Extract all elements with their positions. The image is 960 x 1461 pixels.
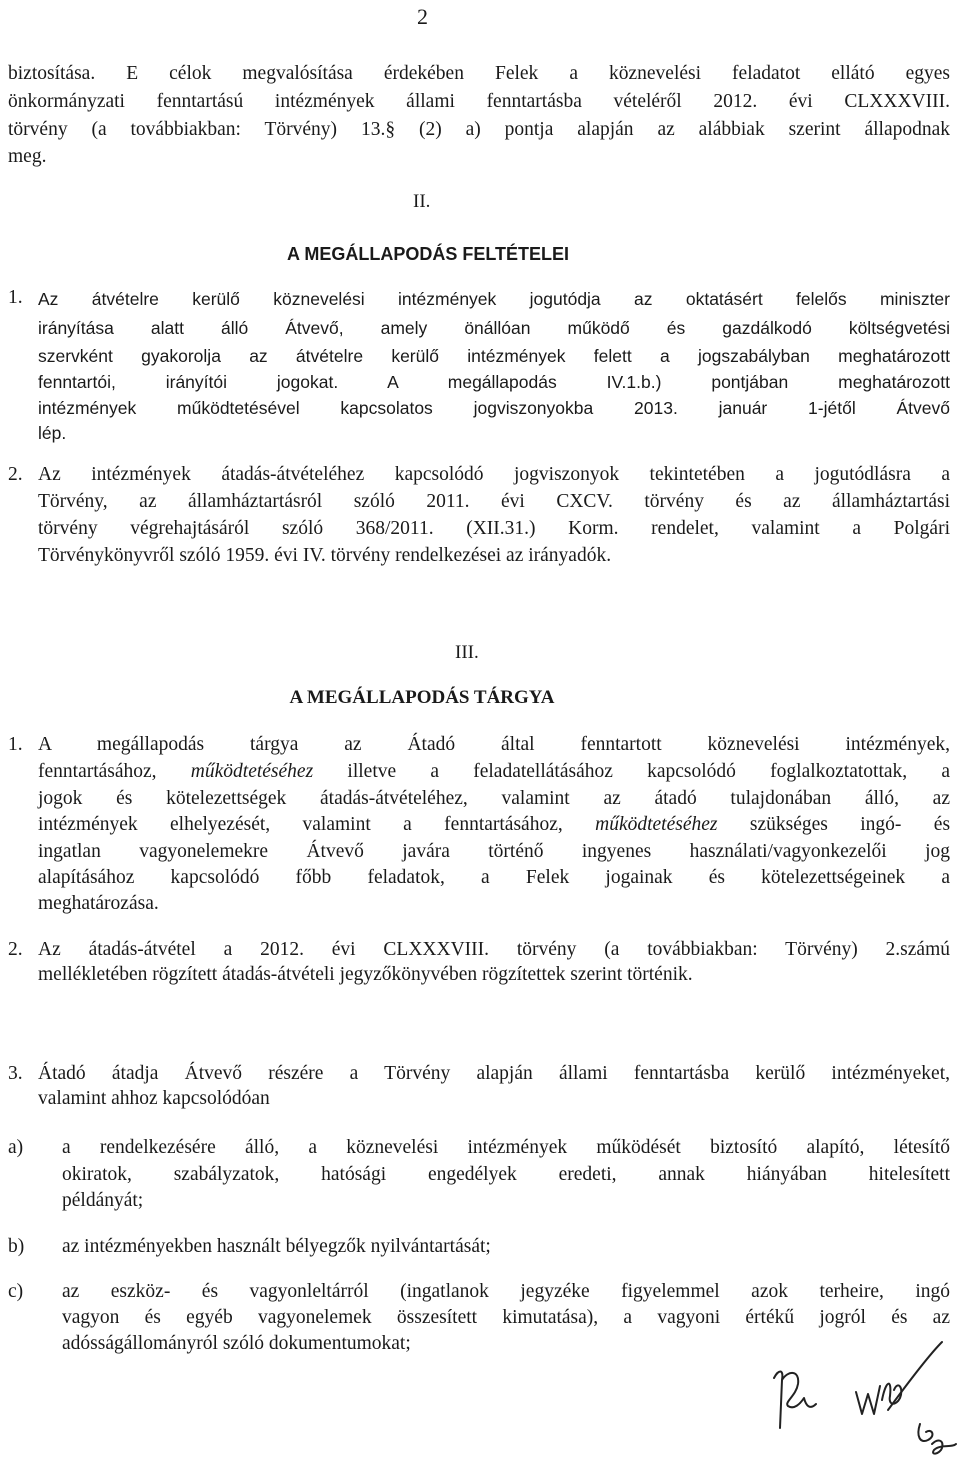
intro-line: biztosítása. E célok megvalósítása érdekében Felek a köznevelési feladatot ellátó egyes (8, 63, 950, 84)
item-line: fenntartói, irányítói jogokat. A megállapodás IV.1.b.) pontjában meghatározott (38, 372, 950, 392)
item-line (38, 760, 950, 784)
subitem-line: példányát; (62, 1190, 144, 1211)
item-number: 3. (8, 1063, 23, 1084)
item-line: lép. (38, 423, 67, 443)
item-line: irányítása alatt álló Átvevő, amely önállóan működő és gazdálkodó költségvetési (38, 318, 950, 338)
section-number: III. (455, 642, 479, 663)
item-line: intézmények működtetésével kapcsolatos jogviszonyokba 2013. január 1-jétől Átvevő (38, 398, 950, 418)
italic-term: működtetéséhez (595, 814, 718, 835)
item-number: 2. (8, 939, 23, 960)
item-line: ingatlan vagyonelemekre Átvevő javára történő ingyenes használati/vagyonkezelői jog (38, 841, 950, 862)
item-line: jogok és kötelezettségek átadás-átvételéhez, valamint az átadó tulajdonában álló, az (38, 788, 950, 809)
item-line: Törvénykönyvről szóló 1959. évi IV. törvény rendelkezései az irányadók. (38, 545, 612, 566)
item-number: 1. (8, 287, 23, 308)
item-line: alapításához kapcsolódó főbb feladatok, a Felek jogainak és kötelezettségeinek a (38, 867, 950, 888)
item-number: 1. (8, 734, 23, 755)
text-segment: fenntartásához, (38, 761, 157, 782)
subitem-line: adósságállományról szóló dokumentumokat; (62, 1333, 411, 1354)
initials-stroke (918, 1424, 956, 1454)
handwritten-initials (770, 1340, 960, 1461)
text-segment: illetve a feladatellátásához kapcsolódó foglalkoztatottak, a (347, 761, 951, 782)
italic-term: működtetéséhez (190, 761, 314, 782)
item-line: Az átadás-átvétel a 2012. évi CLXXXVIII. törvény (a továbbiakban: Törvény) 2.számú (38, 939, 950, 960)
section-title: A MEGÁLLAPODÁS FELTÉTELEI (287, 244, 569, 264)
section-number: II. (413, 191, 431, 212)
initials-stroke (856, 1384, 901, 1414)
subitem-line: okiratok, szabályzatok, hatósági engedélyek eredeti, annak hiányában hitelesített (62, 1164, 950, 1185)
text-segment: szükséges ingó- és (749, 814, 951, 835)
item-line: Törvény, az államháztartásról szóló 2011. évi CXCV. törvény és az államháztartási (38, 491, 950, 512)
subitem-label: b) (8, 1236, 25, 1257)
item-line: Átadó átadja Átvevő részére a Törvény alapján állami fenntartásba kerülő intézményeket, (38, 1063, 950, 1084)
subitem-line: az intézményekben használt bélyegzők nyilvántartását; (62, 1236, 491, 1257)
initials-stroke (888, 1342, 942, 1410)
subitem-label: c) (8, 1281, 24, 1302)
intro-line: törvény (a továbbiakban: Törvény) 13.§ (2) a) pontja alapján az alábbiak szerint állapodnak (8, 119, 950, 140)
item-line (38, 813, 950, 837)
initials-stroke (774, 1372, 816, 1429)
item-line: meghatározása. (38, 893, 159, 914)
intro-line: meg. (8, 146, 47, 167)
item-line: mellékletében rögzített átadás-átvételi jegyzőkönyvében rögzítettek szerint történik. (38, 964, 693, 985)
subitem-line: vagyon és egyéb vagyonelemek összesített kimutatása), a vagyoni értékű jogról és az (62, 1307, 950, 1328)
subitem-line: a rendelkezésére álló, a köznevelési intézmények működését biztosító alapító, létesítő (62, 1137, 950, 1158)
item-line: szervként gyakorolja az átvételre kerülő intézmények felett a jogszabályban meghatározott (38, 346, 950, 366)
item-number: 2. (8, 464, 23, 485)
item-line: Az intézmények átadás-átvételéhez kapcsolódó jogviszonyok tekintetében a jogutódlásra a (38, 464, 950, 485)
text-segment: intézmények elhelyezését, valamint a fenntartásához, (38, 814, 563, 835)
section-title: A MEGÁLLAPODÁS TÁRGYA (289, 687, 555, 708)
item-line: A megállapodás tárgya az Átadó által fenntartott köznevelési intézmények, (38, 734, 950, 755)
page-number: 2 (417, 4, 428, 29)
item-line: törvény végrehajtásáról szóló 368/2011. (XII.31.) Korm. rendelet, valamint a Polgári (38, 518, 950, 539)
subitem-label: a) (8, 1137, 24, 1158)
intro-line: önkormányzati fenntartású intézmények állami fenntartásba vételéről 2012. évi CLXXXVIII. (8, 91, 950, 112)
item-line: valamint ahhoz kapcsolódóan (38, 1088, 270, 1109)
item-line: Az átvételre kerülő köznevelési intézmények jogutódja az oktatásért felelős miniszter (38, 289, 950, 309)
subitem-line: az eszköz- és vagyonleltárról (ingatlanok jegyzéke figyelemmel azok terheire, ingó (62, 1281, 950, 1302)
